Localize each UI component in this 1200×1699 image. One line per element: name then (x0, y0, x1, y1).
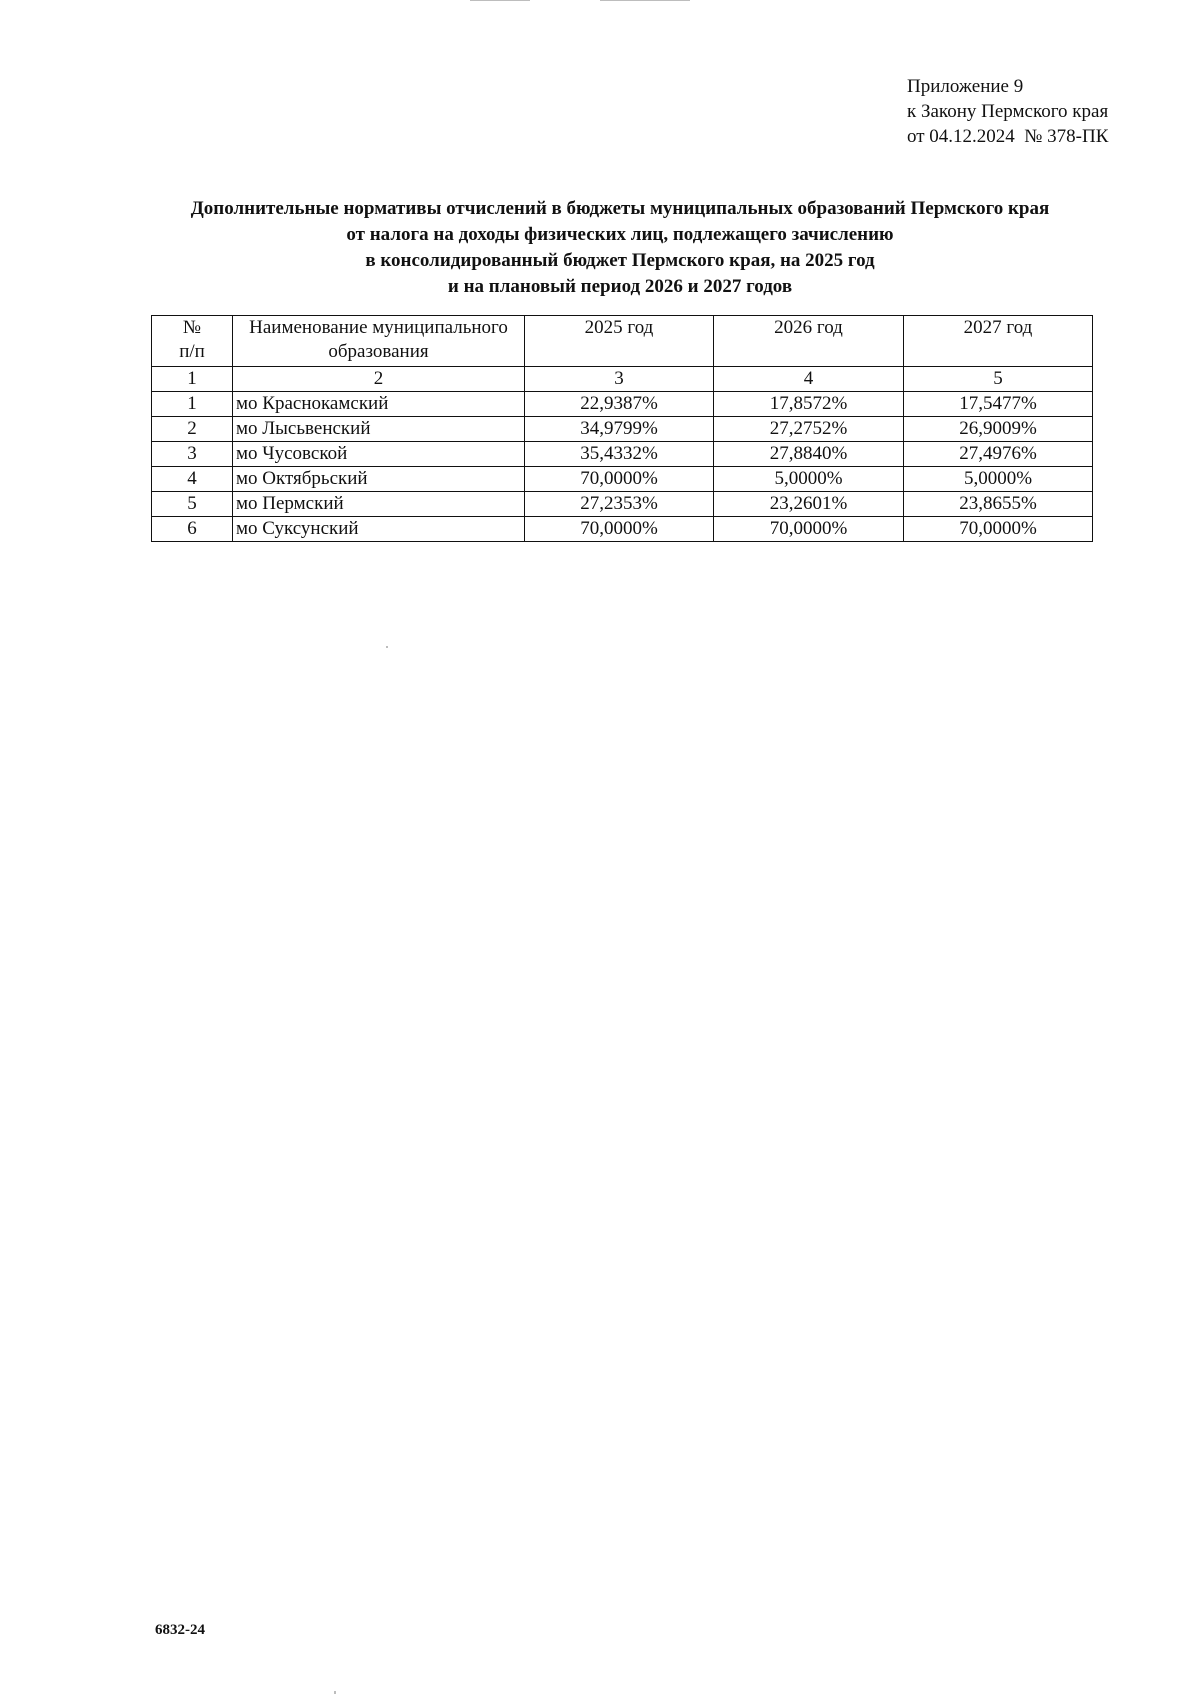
value-2026: 17,8572% (714, 392, 904, 417)
value-2026: 27,8840% (714, 442, 904, 467)
table-row (152, 467, 1093, 492)
norms-table (151, 315, 1093, 542)
scan-speck (386, 646, 388, 648)
table-row (152, 392, 1093, 417)
row-number: 5 (152, 492, 233, 517)
municipality-name: мо Чусовской (233, 442, 525, 467)
value-2025: 27,2353% (525, 492, 714, 517)
value-2027: 17,5477% (904, 392, 1093, 417)
value-2025: 70,0000% (525, 517, 714, 542)
header-number-line-1: № (182, 317, 202, 338)
table-row (152, 517, 1093, 542)
title-line-2: от налога на доходы физических лиц, подлежащего зачислению (346, 224, 894, 245)
municipality-name: мо Лысьвенский (233, 417, 525, 442)
header-number-line-2: п/п (179, 341, 205, 362)
value-2025: 22,9387% (525, 392, 714, 417)
value-2027: 23,8655% (904, 492, 1093, 517)
title-line-1: Дополнительные нормативы отчислений в бюджеты муниципальных образований Пермского края (190, 198, 1050, 219)
row-number: 4 (152, 467, 233, 492)
annex-date-number: от 04.12.2024 № 378-ПК (907, 126, 1109, 147)
title-line-4: и на плановый период 2026 и 2027 годов (447, 276, 793, 297)
value-2026: 5,0000% (714, 467, 904, 492)
annex-reference (907, 74, 1108, 149)
annex-law: к Закону Пермского края (907, 101, 1109, 122)
scan-speck (600, 0, 690, 1)
document-code: 6832-24 (155, 1622, 205, 1638)
value-2027: 70,0000% (904, 517, 1093, 542)
column-number: 5 (904, 367, 1093, 392)
value-2025: 35,4332% (525, 442, 714, 467)
row-number: 1 (152, 392, 233, 417)
table-row (152, 492, 1093, 517)
value-2027: 5,0000% (904, 467, 1093, 492)
value-2026: 27,2752% (714, 417, 904, 442)
value-2025: 70,0000% (525, 467, 714, 492)
header-2025: 2025 год (525, 316, 714, 367)
header-name-line-2: образования (328, 341, 429, 362)
table-header-row (152, 316, 1093, 367)
table-row (152, 417, 1093, 442)
column-number: 4 (714, 367, 904, 392)
header-name-line-1: Наименование муниципального (249, 317, 508, 338)
table-row (152, 442, 1093, 467)
title-line-3: в консолидированный бюджет Пермского края, на 2025 год (365, 250, 875, 271)
value-2026: 70,0000% (714, 517, 904, 542)
header-name (233, 316, 525, 367)
municipality-name: мо Суксунский (233, 517, 525, 542)
header-2027: 2027 год (904, 316, 1093, 367)
municipality-name: мо Пермский (233, 492, 525, 517)
column-number: 1 (152, 367, 233, 392)
column-number: 2 (233, 367, 525, 392)
scan-speck (470, 0, 530, 1)
row-number: 6 (152, 517, 233, 542)
municipality-name: мо Октябрьский (233, 467, 525, 492)
column-number-row (152, 367, 1093, 392)
row-number: 3 (152, 442, 233, 467)
municipality-name: мо Краснокамский (233, 392, 525, 417)
value-2026: 23,2601% (714, 492, 904, 517)
header-number (152, 316, 233, 367)
column-number: 3 (525, 367, 714, 392)
value-2027: 27,4976% (904, 442, 1093, 467)
value-2027: 26,9009% (904, 417, 1093, 442)
scan-speck (334, 1691, 336, 1694)
header-2026: 2026 год (714, 316, 904, 367)
row-number: 2 (152, 417, 233, 442)
document-title (140, 196, 1100, 300)
value-2025: 34,9799% (525, 417, 714, 442)
annex-number: Приложение 9 (907, 76, 1024, 97)
